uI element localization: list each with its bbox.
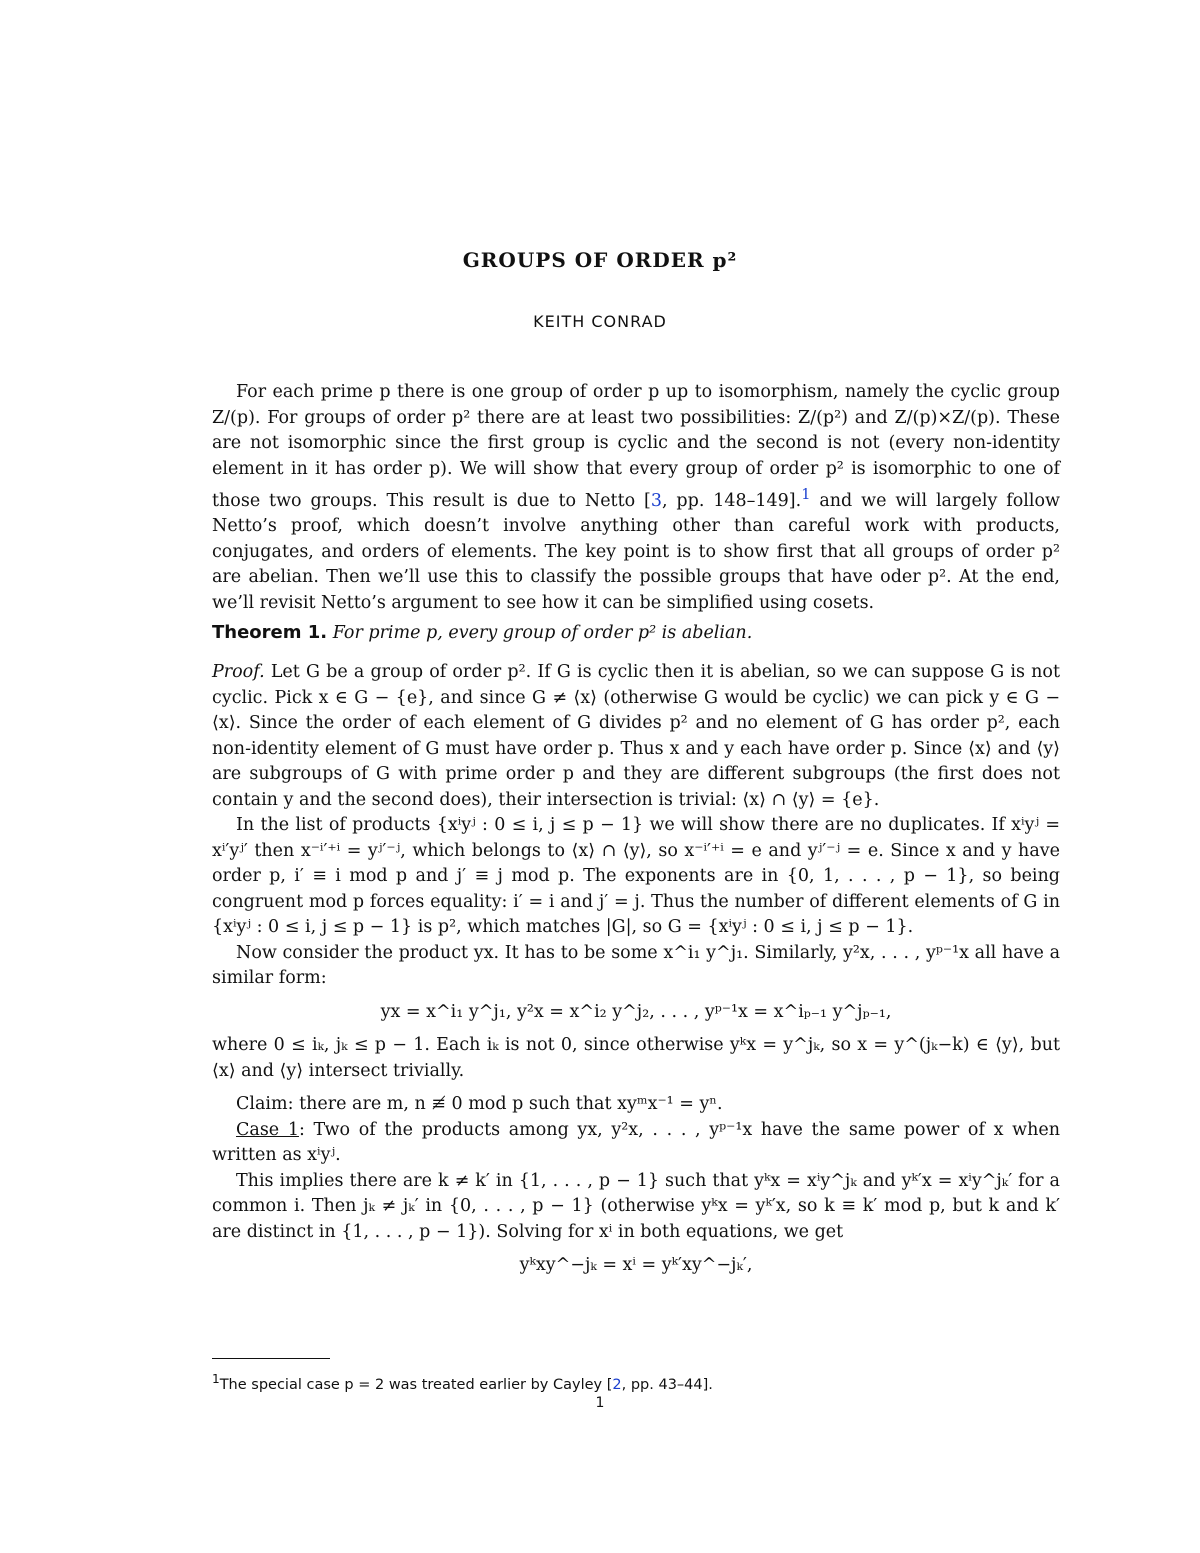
theorem-statement: For prime p, every group of order p² is abelian. — [332, 623, 753, 643]
theorem-paragraph — [212, 620, 1060, 647]
intro-text-3: and we will largely follow Netto’s proof, which doesn’t involve anything other than careful work with products, conjugates, and orders of elements. The key point is to show first that all groups of order p² are abelian. Then we’ll use this to classify the possible groups that have oder p². At the end, we’ll revisit Netto’s argument to see how it can be simplified using cosets. — [212, 490, 1060, 613]
theorem-label: Theorem 1. — [212, 622, 328, 643]
intro-section — [212, 380, 1060, 616]
proof-section — [212, 660, 1060, 1287]
intro-text-1: For each prime p there is one group of order p up to isomorphism, namely the cyclic group Z/(p). For groups of order p² there are at least two possibilities: Z/(p²) and Z/(p)×Z/(p). These are not isomorphic since the first group is cyclic and the second is not (every non-identity element in it has order p). We will show that every group of order p² is isomorphic to one of those two groups. This result is due to Netto [ — [212, 382, 1060, 511]
proof-paragraph-1 — [212, 660, 1060, 813]
proof-paragraph-2: In the list of products {xⁱyʲ : 0 ≤ i, j ≤ p − 1} we will show there are no duplicates. If xⁱyʲ = xⁱ′yʲ′ then x⁻ⁱ′⁺ⁱ = yʲ′⁻ʲ, which belongs to ⟨x⟩ ∩ ⟨y⟩, so x⁻ⁱ′⁺ⁱ = e and yʲ′⁻ʲ = e. Since x and y have order p, i′ ≡ i mod p and j′ ≡ j mod p. The exponents are in {0, 1, . . . , p − 1}, so being congruent mod p forces equality: i′ = i and j′ = j. Thus the number of different elements of G in {xⁱyʲ : 0 ≤ i, j ≤ p − 1} is p², which matches |G|, so G = {xⁱyʲ : 0 ≤ i, j ≤ p − 1}. — [212, 815, 1060, 937]
citation-link-3[interactable]: 3 — [650, 490, 662, 511]
footnote-text-1: The special case p = 2 was treated earlier by Cayley [ — [219, 1376, 613, 1393]
case-1-paragraph — [212, 1118, 1060, 1169]
theorem-block — [212, 620, 1060, 647]
case-1-label: Case 1 — [236, 1119, 299, 1140]
paper-title: GROUPS OF ORDER p² — [462, 248, 738, 272]
proof-paragraph-3: Now consider the product yx. It has to be some x^i₁ y^j₁. Similarly, y²x, . . . , yᵖ⁻¹x all have a similar form: — [212, 942, 1060, 988]
case-1-text: : Two of the products among yx, y²x, . . . , yᵖ⁻¹x have the same power of x when written as xⁱyʲ. — [212, 1119, 1060, 1165]
footnote — [212, 1368, 1060, 1396]
footnote-mark: 1 — [212, 1372, 220, 1386]
claim-paragraph: Claim: there are m, n ≢ 0 mod p such that xyᵐx⁻¹ = yⁿ. — [236, 1094, 723, 1114]
proof-paragraph-4: where 0 ≤ iₖ, jₖ ≤ p − 1. Each iₖ is not 0, since otherwise yᵏx = y^jₖ, so x = y^(jₖ−k) ∈ ⟨y⟩, but ⟨x⟩ and ⟨y⟩ intersect trivially. — [212, 1035, 1060, 1081]
page-number: 1 — [595, 1395, 605, 1411]
proof-paragraph-5: This implies there are k ≠ k′ in {1, . . . , p − 1} such that yᵏx = xⁱy^jₖ and yᵏ′x = xⁱy^jₖ′ for a common i. Then jₖ ≠ jₖ′ in {0, . . . , p − 1} (otherwise yᵏx = yᵏ′x, so k ≡ k′ mod p, but k and k′ are distinct in {1, . . . , p − 1}). Solving for xⁱ in both equations, we get — [212, 1170, 1060, 1242]
intro-text-2: , pp. 148–149]. — [661, 490, 802, 511]
author-name: KEITH CONRAD — [533, 312, 667, 331]
display-equation-2: yᵏxy^−jₖ = xⁱ = yᵏ′xy^−jₖ′, — [519, 1255, 753, 1275]
footnote-marker-link[interactable]: 1 — [801, 486, 811, 503]
intro-paragraph — [212, 380, 1060, 616]
citation-link-2[interactable]: 2 — [612, 1376, 622, 1393]
footnote-rule — [212, 1358, 330, 1359]
proof-text-1: Let G be a group of order p². If G is cyclic then it is abelian, so we can suppose G is not cyclic. Pick x ∈ G − {e}, and since G ≠ ⟨x⟩ (otherwise G would be cyclic) we can pick y ∈ G − ⟨x⟩. Since the order of each element of G divides p² and no element of G has order p², each non-identity element of G must have order p. Thus x and y each have order p. Since ⟨x⟩ and ⟨y⟩ are subgroups of G with prime order p and they are different subgroups (the first does not contain y and the second does), their intersection is trivial: ⟨x⟩ ∩ ⟨y⟩ = {e}. — [212, 662, 1060, 810]
display-equation-1: yx = x^i₁ y^j₁, y²x = x^i₂ y^j₂, . . . , yᵖ⁻¹x = x^iₚ₋₁ y^jₚ₋₁, — [380, 1001, 892, 1022]
footnote-text-2: , pp. 43–44]. — [621, 1376, 713, 1393]
proof-label: Proof. — [212, 662, 265, 682]
